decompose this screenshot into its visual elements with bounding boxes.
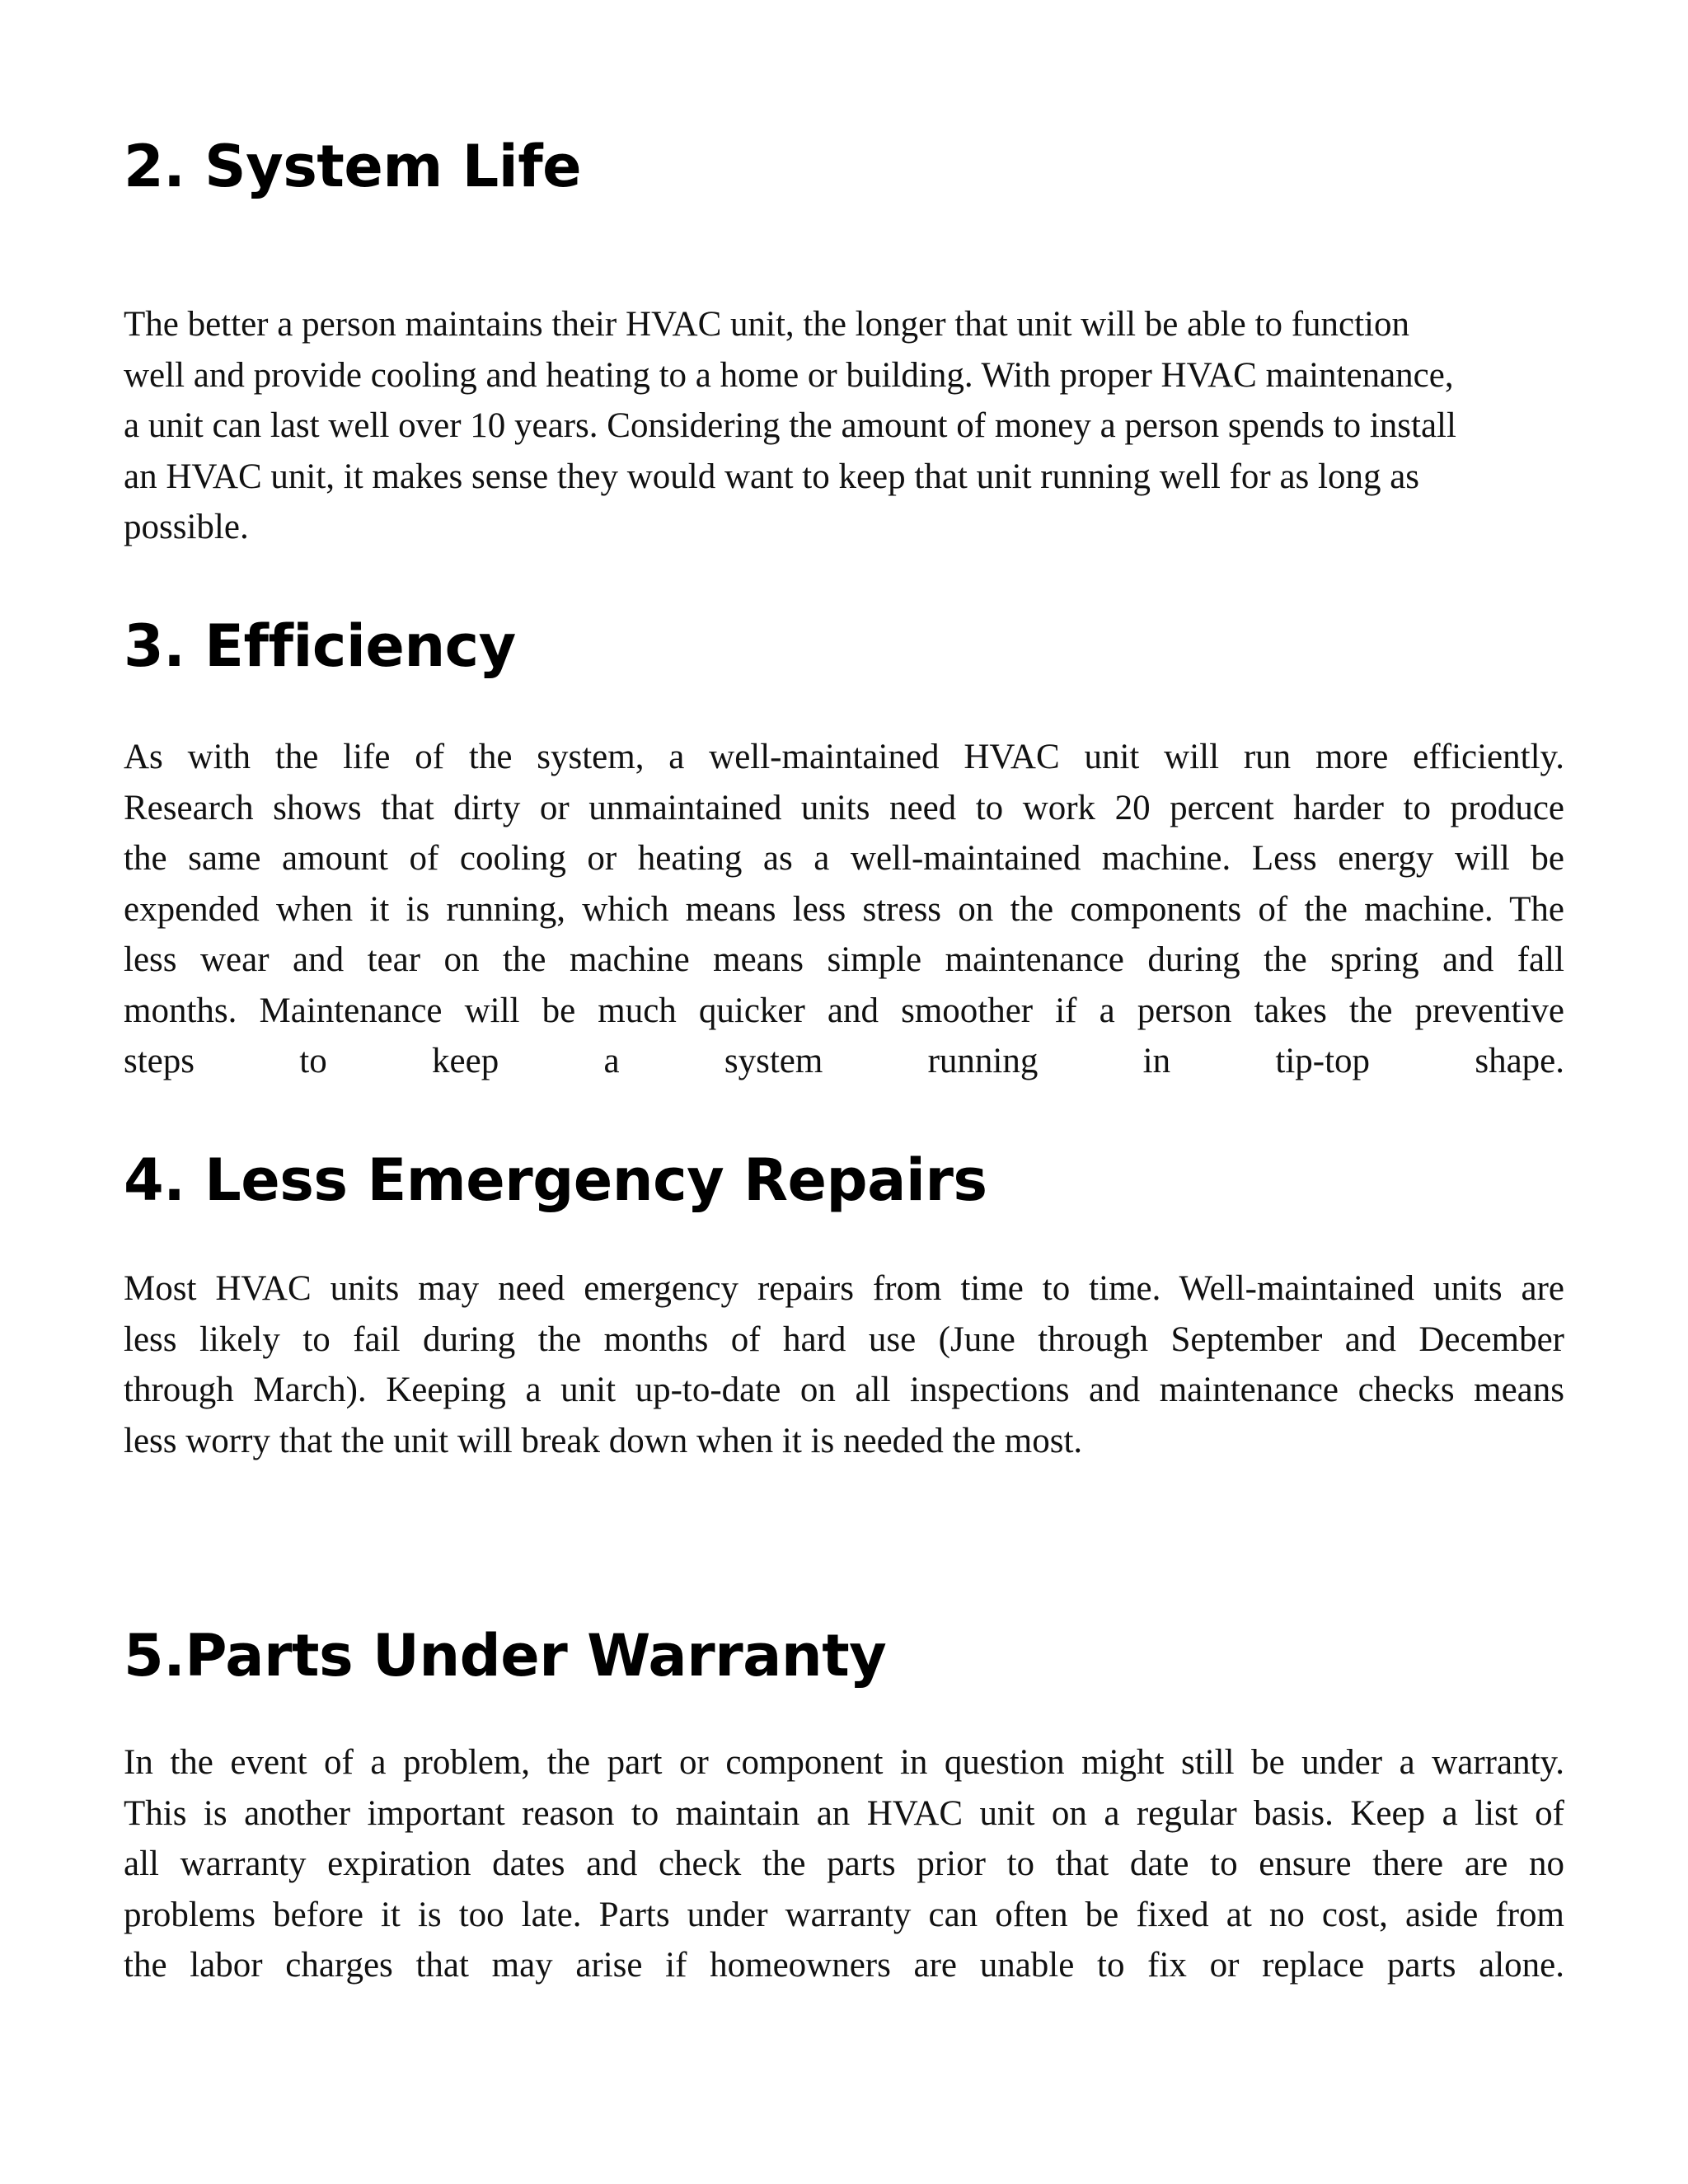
paragraph-line: months. Maintenance will be much quicker and smoother if a person takes the preventive [124, 991, 1564, 1030]
paragraph-less-emergency-repairs [124, 1263, 1564, 1466]
heading-efficiency: 3. Efficiency [124, 612, 516, 680]
paragraph-line: problems before it is too late. Parts under warranty can often be fixed at no cost, aside from [124, 1895, 1564, 1934]
paragraph-line: steps to keep a system running in tip-top shape. [124, 1042, 1564, 1080]
paragraph-line: As with the life of the system, a well-maintained HVAC unit will run more efficiently. [124, 738, 1564, 776]
paragraph-line: expended when it is running, which means less stress on the components of the machine. The [124, 889, 1564, 929]
heading-parts-under-warranty: 5.Parts Under Warranty [124, 1622, 887, 1690]
paragraph-system-life [124, 299, 1564, 553]
paragraph-efficiency [124, 732, 1564, 1087]
paragraph-line: In the event of a problem, the part or component in question might still be under a warranty. [124, 1743, 1564, 1782]
paragraph-line: through March). Keeping a unit up-to-date on all inspections and maintenance checks means [124, 1371, 1564, 1409]
paragraph-line: less worry that the unit will break down when it is needed the most. [124, 1421, 1083, 1460]
paragraph-parts-under-warranty [124, 1737, 1564, 1991]
paragraph-line: The better a person maintains their HVAC unit, the longer that unit will be able to function [124, 305, 1409, 344]
paragraph-line: less likely to fail during the months of hard use (June through September and December [124, 1319, 1564, 1359]
paragraph-line: well and provide cooling and heating to a home or building. With proper HVAC maintenance, [124, 355, 1454, 395]
paragraph-line: Most HVAC units may need emergency repairs from time to time. Well-maintained units are [124, 1269, 1564, 1308]
paragraph-line: This is another important reason to maintain an HVAC unit on a regular basis. Keep a list of [124, 1793, 1564, 1833]
paragraph-line: an HVAC unit, it makes sense they would want to keep that unit running well for as long as [124, 457, 1420, 496]
paragraph-line: possible. [124, 508, 249, 546]
paragraph-line: all warranty expiration dates and check the parts prior to that date to ensure there are no [124, 1844, 1564, 1883]
heading-system-life: 2. System Life [124, 133, 582, 200]
paragraph-line: the labor charges that may arise if homeowners are unable to fix or replace parts alone. [124, 1946, 1564, 1985]
paragraph-line: a unit can last well over 10 years. Considering the amount of money a person spends to install [124, 406, 1456, 445]
heading-less-emergency-repairs: 4. Less Emergency Repairs [124, 1146, 987, 1214]
paragraph-line: Research shows that dirty or unmaintained units need to work 20 percent harder to produce [124, 788, 1564, 827]
paragraph-line: less wear and tear on the machine means simple maintenance during the spring and fall [124, 940, 1564, 979]
paragraph-line: the same amount of cooling or heating as a well-maintained machine. Less energy will be [124, 839, 1564, 878]
